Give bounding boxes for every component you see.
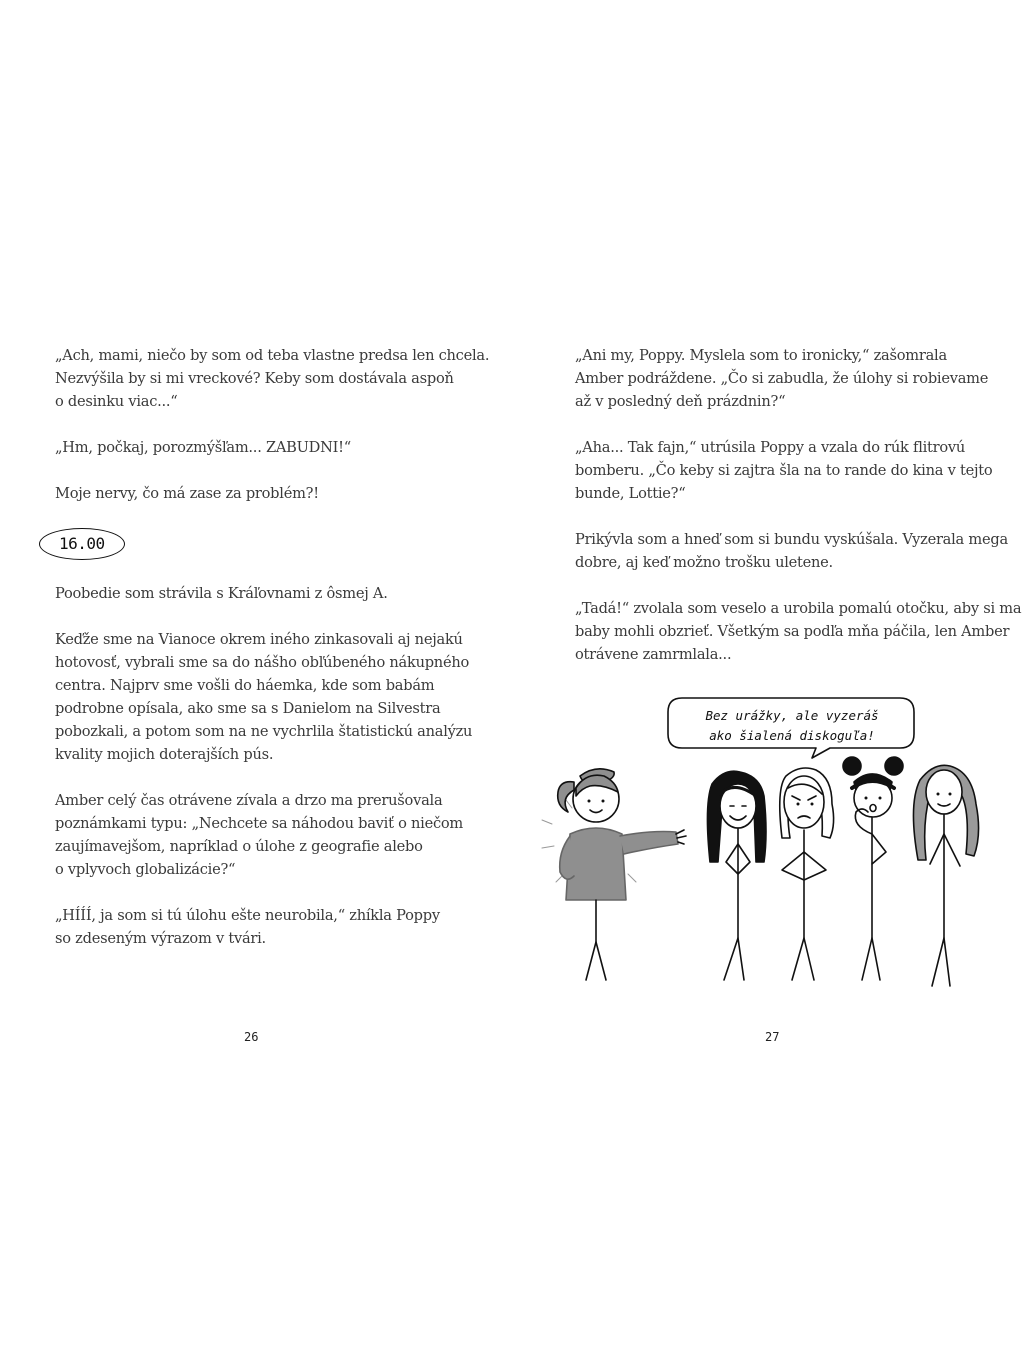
text-line: so zdeseným výrazom v tvári.	[55, 930, 266, 947]
lottie-figure	[542, 769, 686, 980]
paragraph	[575, 344, 989, 413]
text-line: centra. Najprv sme vošli do háemka, kde som babám	[55, 677, 435, 694]
text-line: Prikývla som a hneď som si bundu vyskúšala. Vyzerala mega	[575, 531, 1008, 548]
text-line: dobre, aj keď možno trošku uletene.	[575, 554, 833, 571]
page-number: 26	[244, 1030, 259, 1044]
text-line: „HÍÍÍ, ja som si tú úlohu ešte neurobila,“ zhíkla Poppy	[55, 907, 440, 924]
speech-line: Bez urážky, ale vyzeráš	[705, 708, 879, 723]
paragraph	[55, 436, 455, 459]
text-line: „Ani my, Poppy. Myslela som to ironicky,“ zašomrala	[575, 347, 947, 364]
paragraph	[575, 436, 993, 505]
text-line: zaujímavejšom, napríklad o úlohe z geografie alebo	[55, 838, 423, 855]
buns-hair-figure	[843, 757, 903, 980]
paragraph	[575, 597, 1022, 666]
text-line: až v posledný deň prázdnin?“	[575, 393, 786, 410]
paragraph	[55, 482, 455, 505]
long-grey-hair-figure	[913, 765, 978, 986]
text-line: „Aha... Tak fajn,“ utrúsila Poppy a vzala do rúk flitrovú	[575, 439, 966, 456]
stick-figures-illustration	[530, 684, 996, 1000]
speech-bubble	[668, 698, 914, 758]
text-line: podrobne opísala, ako sme sa s Danielom na Silvestra	[55, 700, 441, 717]
text-line: Amber celý čas otrávene zívala a drzo ma prerušovala	[55, 792, 443, 809]
black-hair-figure	[707, 771, 766, 980]
text-line: Amber podráždene. „Čo si zabudla, že úlohy si robievame	[575, 370, 989, 387]
text-line: poznámkami typu: „Nechcete sa náhodou baviť o niečom	[55, 815, 464, 832]
text-line: pobozkali, a potom som na ne vychrlila štatistickú analýzu	[55, 723, 473, 740]
right-page	[512, 0, 1024, 1365]
text-line: o vplyvoch globalizácie?“	[55, 861, 236, 878]
paragraph	[55, 628, 473, 766]
paragraph	[55, 582, 455, 605]
text-line: bunde, Lottie?“	[575, 485, 686, 502]
text-line: „Tadá!“ zvolala som veselo a urobila pomalú otočku, aby si ma	[575, 600, 1022, 617]
text-line: Nezvýšila by si mi vreckové? Keby som dostávala aspoň	[55, 370, 454, 387]
speech-line: ako šialená diskoguľa!	[709, 728, 875, 743]
page-number: 27	[765, 1030, 780, 1044]
paragraph	[55, 789, 464, 881]
left-text-column	[55, 344, 490, 973]
paragraph	[55, 904, 455, 950]
time-tag: 16.00	[39, 528, 125, 560]
text-line: bomberu. „Čo keby si zajtra šla na to rande do kina v tejto	[575, 462, 993, 479]
paragraph	[55, 344, 490, 413]
text-line: Moje nervy, čo má zase za problém?!	[55, 485, 319, 502]
paragraph	[575, 528, 1008, 574]
text-line: hotovosť, vybrali sme sa do nášho obľúbeného nákupného	[55, 654, 470, 671]
text-line: „Hm, počkaj, porozmýšľam... ZABUDNI!“	[55, 439, 351, 456]
text-line: kvality mojich doterajších pús.	[55, 746, 274, 763]
text-line: „Ach, mami, niečo by som od teba vlastne predsa len chcela.	[55, 347, 490, 364]
text-line: baby mohli obzrieť. Všetkým sa podľa mňa páčila, len Amber	[575, 623, 1010, 640]
right-text-column	[575, 344, 1022, 689]
angry-grey-hair-figure	[780, 768, 834, 980]
text-line: Poobedie som strávila s Kráľovnami z ôsmej A.	[55, 585, 388, 602]
text-line: o desinku viac...“	[55, 393, 178, 410]
text-line: Keďže sme na Vianoce okrem iného zinkasovali aj nejakú	[55, 631, 463, 648]
text-line: otrávene zamrmlala...	[575, 646, 732, 663]
